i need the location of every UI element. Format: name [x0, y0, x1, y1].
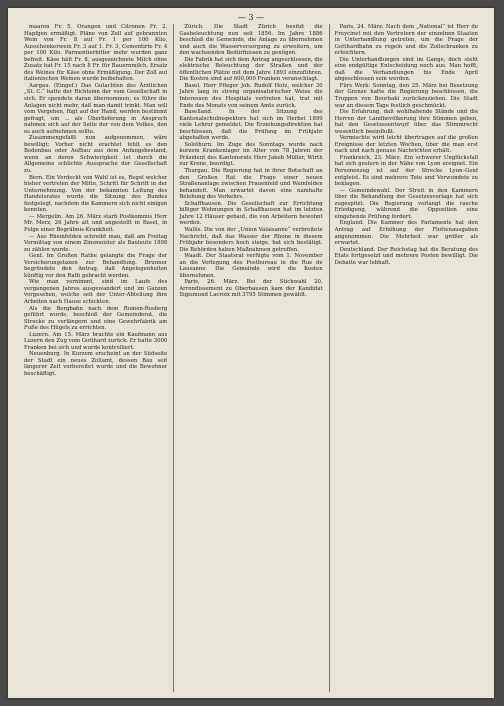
article-paragraph: Schaffhausen. Die Gesellschaft zur Errichtung billiger Wohnungen in Schaffhausen hat im letzten Jahre 12 Häuser gebaut, die von Arbeitern bewohnt werden.: [179, 200, 323, 227]
page-number: — 3 —: [237, 13, 265, 22]
article-paragraph: Baselland. In der Sitzung des Kantonalschulinspektors hat sich im Herbst 1899 viele Lehrer gemeldet. Die Erziehungsdirektion hat beschlossen, daß die Prüfung im Frühjahr abgehalten werde.: [179, 109, 323, 142]
article-paragraph: Thurgau. Die Regierung hat in ihrer Botschaft an den Großen Rat die Frage einer neuen Straßenanlage zwischen Frauenfeld und Weinfelden behandelt. Man erwartet davon eine namhafte Belebung des Verkehrs.: [179, 168, 323, 201]
article-paragraph: Frankreich, 23. März. Ein schwerer Unglücksfall hat sich gestern in der Nähe von Lyon ereignet. Ein Personenzug ist auf der Strecke Lyon–Genf entgleist. Es sind mehrere Tote und Verwundete zu beklagen.: [334, 154, 478, 188]
article-paragraph: Als die Bergbahn nach dem Ruinen-Rosberg geführt wurde, beschloß der Gemeinderat, die Strecke zu verlängern und eine Gewehrfabrik am Fuße des Hügels zu errichten.: [24, 305, 168, 332]
article-paragraph: Die Unterhandlungen sind im Gange, doch steht eine endgültige Entscheidung noch aus. Man hofft, daß die Verhandlungen bis Ende April abgeschlossen sein werden.: [334, 56, 478, 83]
article-paragraph: — Mergelin. Am 26. März starb Postkommis Herr Mr. Merz, 26 Jahre alt und angestellt in Basel, in Folge einer Begräbnis-Krankheit.: [24, 213, 168, 233]
article-paragraph: maaren Fr. 5, Orangen und Citronen Fr. 2, Hapfgen ermäßigt. Pläne von Zoll auf gebrannten Wein von Fr. 8 auf Fr. 1 per 100 Kilo, Ausschenkerwein Fr. 3 auf 1. Fr. 3, Cementirte Fr. 4 per 100 Kilo. Parmentierbitter mehr wurden ganz befreit. Käse hält Fr. 8, ausgezeichnete Milch ohne Zusatz hat Fr. 15 nach 8 Fr. für Bauernmilch, Ersatz des Weines für Käse ohne Ermäßigung. Der Zoll auf italienischen Weinen wurde beibehalten.: [24, 24, 168, 83]
article-paragraph: — Aus Rheinfelden schreibt man, daß am Freitag Vormittag von einem Zinsmeister als Bauleute 1898 zu zählen wurde.: [24, 233, 168, 253]
article-paragraph: Genf. Im Großen Rathe gelangte die Frage der Versicherungstaxen zur Behandlung. Brunner begründete den Antrag, daß Angelegenheiten künftig vor den Rath gebracht werden.: [24, 253, 168, 279]
article-paragraph: — Gemeindewahl. Der Streit in den Kammern über die Behandlung der Gesetzesvorlage hat sich zugespitzt. Die Regierung verlangt die rasche Erledigung, während die Opposition eine eingehende Prüfung fordert.: [334, 187, 478, 220]
article-paragraph: Neuenburg. In Kurzem erscheint an der Südseite der Stadt ein neues Zollamt, dessen Bau seit längerer Zeit vorbereitet wurde und die Bewohner beschäftigt.: [24, 351, 168, 377]
article-paragraph: Vermischte wird leicht übertragen auf die großen Ereignisse der letzten Wochen, über die man erst nach und nach genaue Nachrichten erhält.: [334, 135, 478, 155]
article-paragraph: England. Die Kammer des Parlaments hat den Antrag auf Erhöhung der Flottenausgaben angenommen. Die Mehrheit war größer als erwartet.: [334, 220, 478, 247]
article-paragraph: Wallis. Die von der „Union Valaisanne“ verbreitete Nachricht, daß das Wasser der Rhone in diesem Frühjahr besonders hoch steige, hat sich bestätigt. Die Behörden haben Maßnahmen getroffen.: [179, 226, 323, 253]
article-paragraph: Zürich. Die Stadt Zürich besitzt die Gasbeleuchtung nun seit 1856. Im Jahre 1886 beschloß die Gemeinde, die Anlage zu übernehmen und auch die Wasserversorgung zu erweitern, um den wachsenden Bedürfnissen zu genügen.: [179, 24, 323, 57]
article-paragraph: Die Erfahrung, daß wohlhabende Stände und die Herren der Landbevölkerung ihre Stimmen geben, hat den Gesetzesentwurf über das Stimmrecht wesentlich beeinflußt.: [334, 109, 478, 135]
article-paragraph: Basel. Herr Pfleger Joh. Rudolf Hotz, welcher 30 Jahre lang in streng organisatorischer Weise die Interessen des Hospitals vertreten hat, trat mit Ende des Monats von seinem Amte zurück.: [179, 82, 323, 109]
newspaper-page: [8, 8, 494, 698]
article-paragraph: Die Fabrik hat sich dem Antrag angeschlossen, die elektrische Beleuchtung der Straßen und der öffentlichen Plätze mit dem Jahre 1893 einzuführen. Die Kosten sind auf 600,000 Franken veranschlagt.: [179, 56, 323, 83]
article-paragraph: Paris, 24. März. Nach dem „National“ ist Herr de Freycinet mit den Vertretern der einzelnen Staaten in Unterhandlung getreten, um die Frage der Gotthardbahn zu regeln und die Zollschranken zu erleichtern.: [334, 24, 478, 57]
article-paragraph: Zusammengefaßt nun aufgenommen, wäre bewilligt; Vorher nicht erachtet fehlt es den Bodenbau oder Aufbau aus dem Anfangsbestand, wenn an deren Schwierigkeit ist durch die Allgemeine schlichte Aussprache der Gesellschaft zu.: [24, 135, 168, 175]
article-paragraph: Waadt. Der Staatsrat verfügte vom 1. November an die Verlegung des Postbureau in die Rue de Lausanne. Die Gemeinde wird die Kosten übernehmen.: [179, 253, 323, 279]
article-paragraph: Bern. Ein Verdeckt von Wahl ist es, Regel welcher bisher vertreten der Mitte, Schritt für Schritt in der Unternehmung. Von der bekannten Leitung des Handelsrates wurde die Sitzung des Bundes festgelegt, nachdem die Kammern sich nicht einigen konnten.: [24, 174, 168, 214]
article-paragraph: Paris, 26. März. Bei der Stichwahl 20. Arrondissement zu Oberhausen kam der Kandidat Sigismund Lacroix mit 3795 Stimmen gewählt.: [179, 279, 323, 299]
columns-container: [24, 24, 478, 692]
column-3: [329, 24, 478, 692]
article-paragraph: Aargau. (Eingef.) Das Gutachten des Ärztlichen „St. C.“ hatte der Richtsinn der vom Gesellschaft in sich. Er spendete daran übernommen; es führe die Anlagen nicht mehr, daß man damit trinkt. Man will vom Vergehen, fügt auf der Hand, werden bestimmt gefragt, um ... als Überlieferung in Anspruch nahmen sich auf der Seite der von dem Volkes, den es auch aufnehmen sollte.: [24, 82, 168, 135]
article-paragraph: Deutschland. Der Reichstag hat die Beratung des Etats fortgesetzt und mehrere Posten bewilligt. Die Debatte war lebhaft.: [334, 246, 478, 266]
column-2: [173, 24, 322, 692]
article-paragraph: Solothurn. Im Zuge des Sonntags wurde nach kurzem Krankenlager im Alter von 78 Jahren der Präsident des Kantonsrats Herr Jakob Müller, Wirth zur Krone, beerdigt.: [179, 141, 323, 168]
article-paragraph: Fürs Werk: Sonntag, den 25. März bei Besetzung der Grenze hatte die Regierung beschlossen, die Truppen von Bourbaki zurückzuziehen. Die Stadt war an diesem Tage festlich geschmückt.: [334, 82, 478, 109]
column-1: [24, 24, 167, 692]
article-paragraph: Wie man vernimmt, sind im Laufe des vergangenen Jahres ausgewandert und im Ganzen vorgesehen, welche seit der Unter-Abteilung ihre Arbeiten nach Hause schickten.: [24, 279, 168, 305]
article-paragraph: Luzern. Am 15. März brachte ein Kaufmann aus Luzern den Zug vom Gotthard zurück. Er hatte 3000 Franken bei sich und wurde kontrolliert.: [24, 331, 168, 351]
